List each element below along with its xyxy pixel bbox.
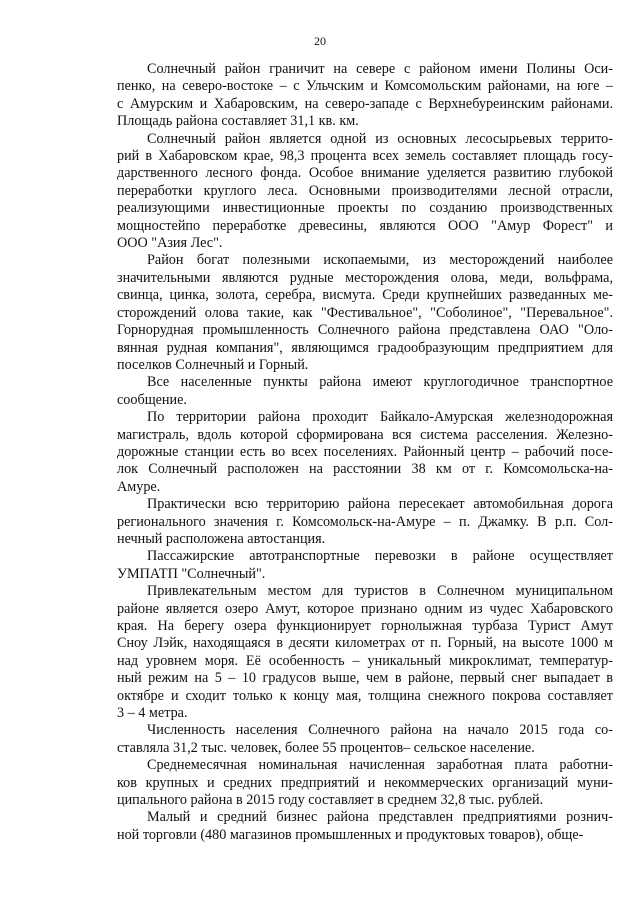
text-line: пенко, на северо-востоке – с Ульчским и Комсомольским районами, на юге –	[117, 78, 613, 95]
text-line: По территории района проходит Байкало-Амурская железнодорожная	[147, 409, 613, 426]
text-line: сторождений олова такие, как "Фестивальное", "Соболиное", "Перевальное".	[117, 304, 613, 321]
text-line: с Амурским и Хабаровским, на северо-западе с Верхнебуреинским районами.	[117, 95, 613, 112]
text-line: лок Солнечный расположен на расстоянии 38 км от г. Комсомольска-на-	[117, 461, 613, 478]
text-line: Солнечный район граничит на севере с районом имени Полины Оси-	[147, 61, 613, 77]
text-line: реализующими инвестиционные проекты по созданию производственных	[117, 200, 613, 217]
text-line: УМПАТП "Солнечный".	[117, 565, 266, 582]
text-line: Сноу Лэйк, находящаяся в десяти километрах от п. Горный, на высоте 1000 м	[117, 635, 613, 652]
paragraph	[117, 583, 613, 722]
text-line: Район богат полезными ископаемыми, из месторождений наиболее	[147, 252, 613, 269]
text-line: нечный расположена автостанция.	[117, 530, 326, 547]
text-line: Пассажирские автотранспортные перевозки в районе осуществляет	[147, 548, 613, 565]
paragraph	[117, 809, 613, 844]
text-line: ной торговли (480 магазинов промышленных и продуктовых товаров), обще-	[117, 826, 584, 843]
paragraph	[117, 496, 613, 548]
text-line: мощностейпо переработке древесины, являются ООО "Амур Форест" и	[117, 217, 613, 234]
text-line: свинца, цинка, золота, серебра, висмута. Среди крупнейших разведанных ме-	[117, 287, 613, 304]
body-text	[117, 61, 613, 844]
text-line: 3 – 4 метра.	[117, 705, 188, 722]
text-line: Малый и средний бизнес района представлен предприятиями рознич-	[147, 809, 613, 826]
text-line: над уровнем моря. Её особенность – уникальный микроклимат, температур-	[117, 652, 613, 669]
text-line: ципального района в 2015 году составляет в среднем 32,8 тыс. рублей.	[117, 792, 544, 809]
text-line: значительными являются рудные месторождения олова, меди, вольфрама,	[117, 269, 613, 286]
text-line: Среднемесячная номинальная начисленная заработная плата работни-	[147, 757, 613, 774]
text-line: ный режим на 5 – 10 градусов выше, чем в районе, первый снег выпадает в	[117, 670, 613, 687]
paragraph	[117, 374, 613, 409]
text-line: Горнорудная промышленность Солнечного района представлена ОАО "Оло-	[117, 322, 613, 339]
text-line: Амуре.	[117, 478, 161, 495]
paragraph	[117, 757, 613, 809]
text-line: районе является озеро Амут, которое признано одним из чудес Хабаровского	[117, 600, 613, 617]
text-line: рий в Хабаровском крае, 98,3 процента всех земель составляет площадь госу-	[117, 148, 613, 165]
text-line: дарственного лесного фонда. Особое внимание уделяется развитию глубокой	[117, 165, 613, 182]
text-line: магистраль, вдоль которой сформирована вся система расселения. Железно-	[117, 426, 613, 443]
text-line: Привлекательным местом для туристов в Солнечном муниципальном	[147, 583, 613, 600]
text-line: регионального значения г. Комсомольск-на-Амуре – п. Джамку. В р.п. Сол-	[117, 513, 613, 530]
text-line: сообщение.	[117, 391, 187, 408]
text-line: ООО "Азия Лес".	[117, 235, 223, 252]
text-line: переработки круглого леса. Основными производителями лесной отрасли,	[117, 182, 613, 199]
paragraph	[117, 548, 613, 583]
text-line: Все населенные пункты района имеют круглогодичное транспортное	[147, 374, 613, 391]
text-line: края. На берегу озера функционирует горнолыжная турбаза Турист Амут	[117, 618, 613, 634]
page-number: 20	[314, 34, 326, 48]
paragraph	[117, 722, 613, 757]
paragraph	[117, 409, 613, 496]
text-line: ставляла 31,2 тыс. человек, более 55 процентов– сельское население.	[117, 739, 535, 756]
text-line: дорожные станции есть во всех поселениях. Районный центр – рабочий посе-	[117, 443, 613, 460]
paragraph	[117, 61, 613, 131]
text-line: Солнечный район является одной из основных лесосырьевых террито-	[147, 130, 613, 147]
paragraph	[117, 252, 613, 374]
paragraph	[117, 131, 613, 253]
text-line: Практически всю территорию района пересекает автомобильная дорога	[147, 496, 613, 513]
text-line: Площадь района составляет 31,1 кв. км.	[117, 113, 359, 130]
text-line: вянная рудная компания", являющимся градообразующим предприятием для	[117, 339, 613, 356]
text-line: поселков Солнечный и Горный.	[117, 356, 309, 373]
text-line: Численность населения Солнечного района на начало 2015 года со-	[147, 722, 613, 739]
text-line: ков крупных и средних предприятий и некоммерческих организаций муни-	[117, 774, 613, 791]
text-line: октябре и сходит только к концу мая, толщина снежного покрова составляет	[117, 687, 613, 704]
